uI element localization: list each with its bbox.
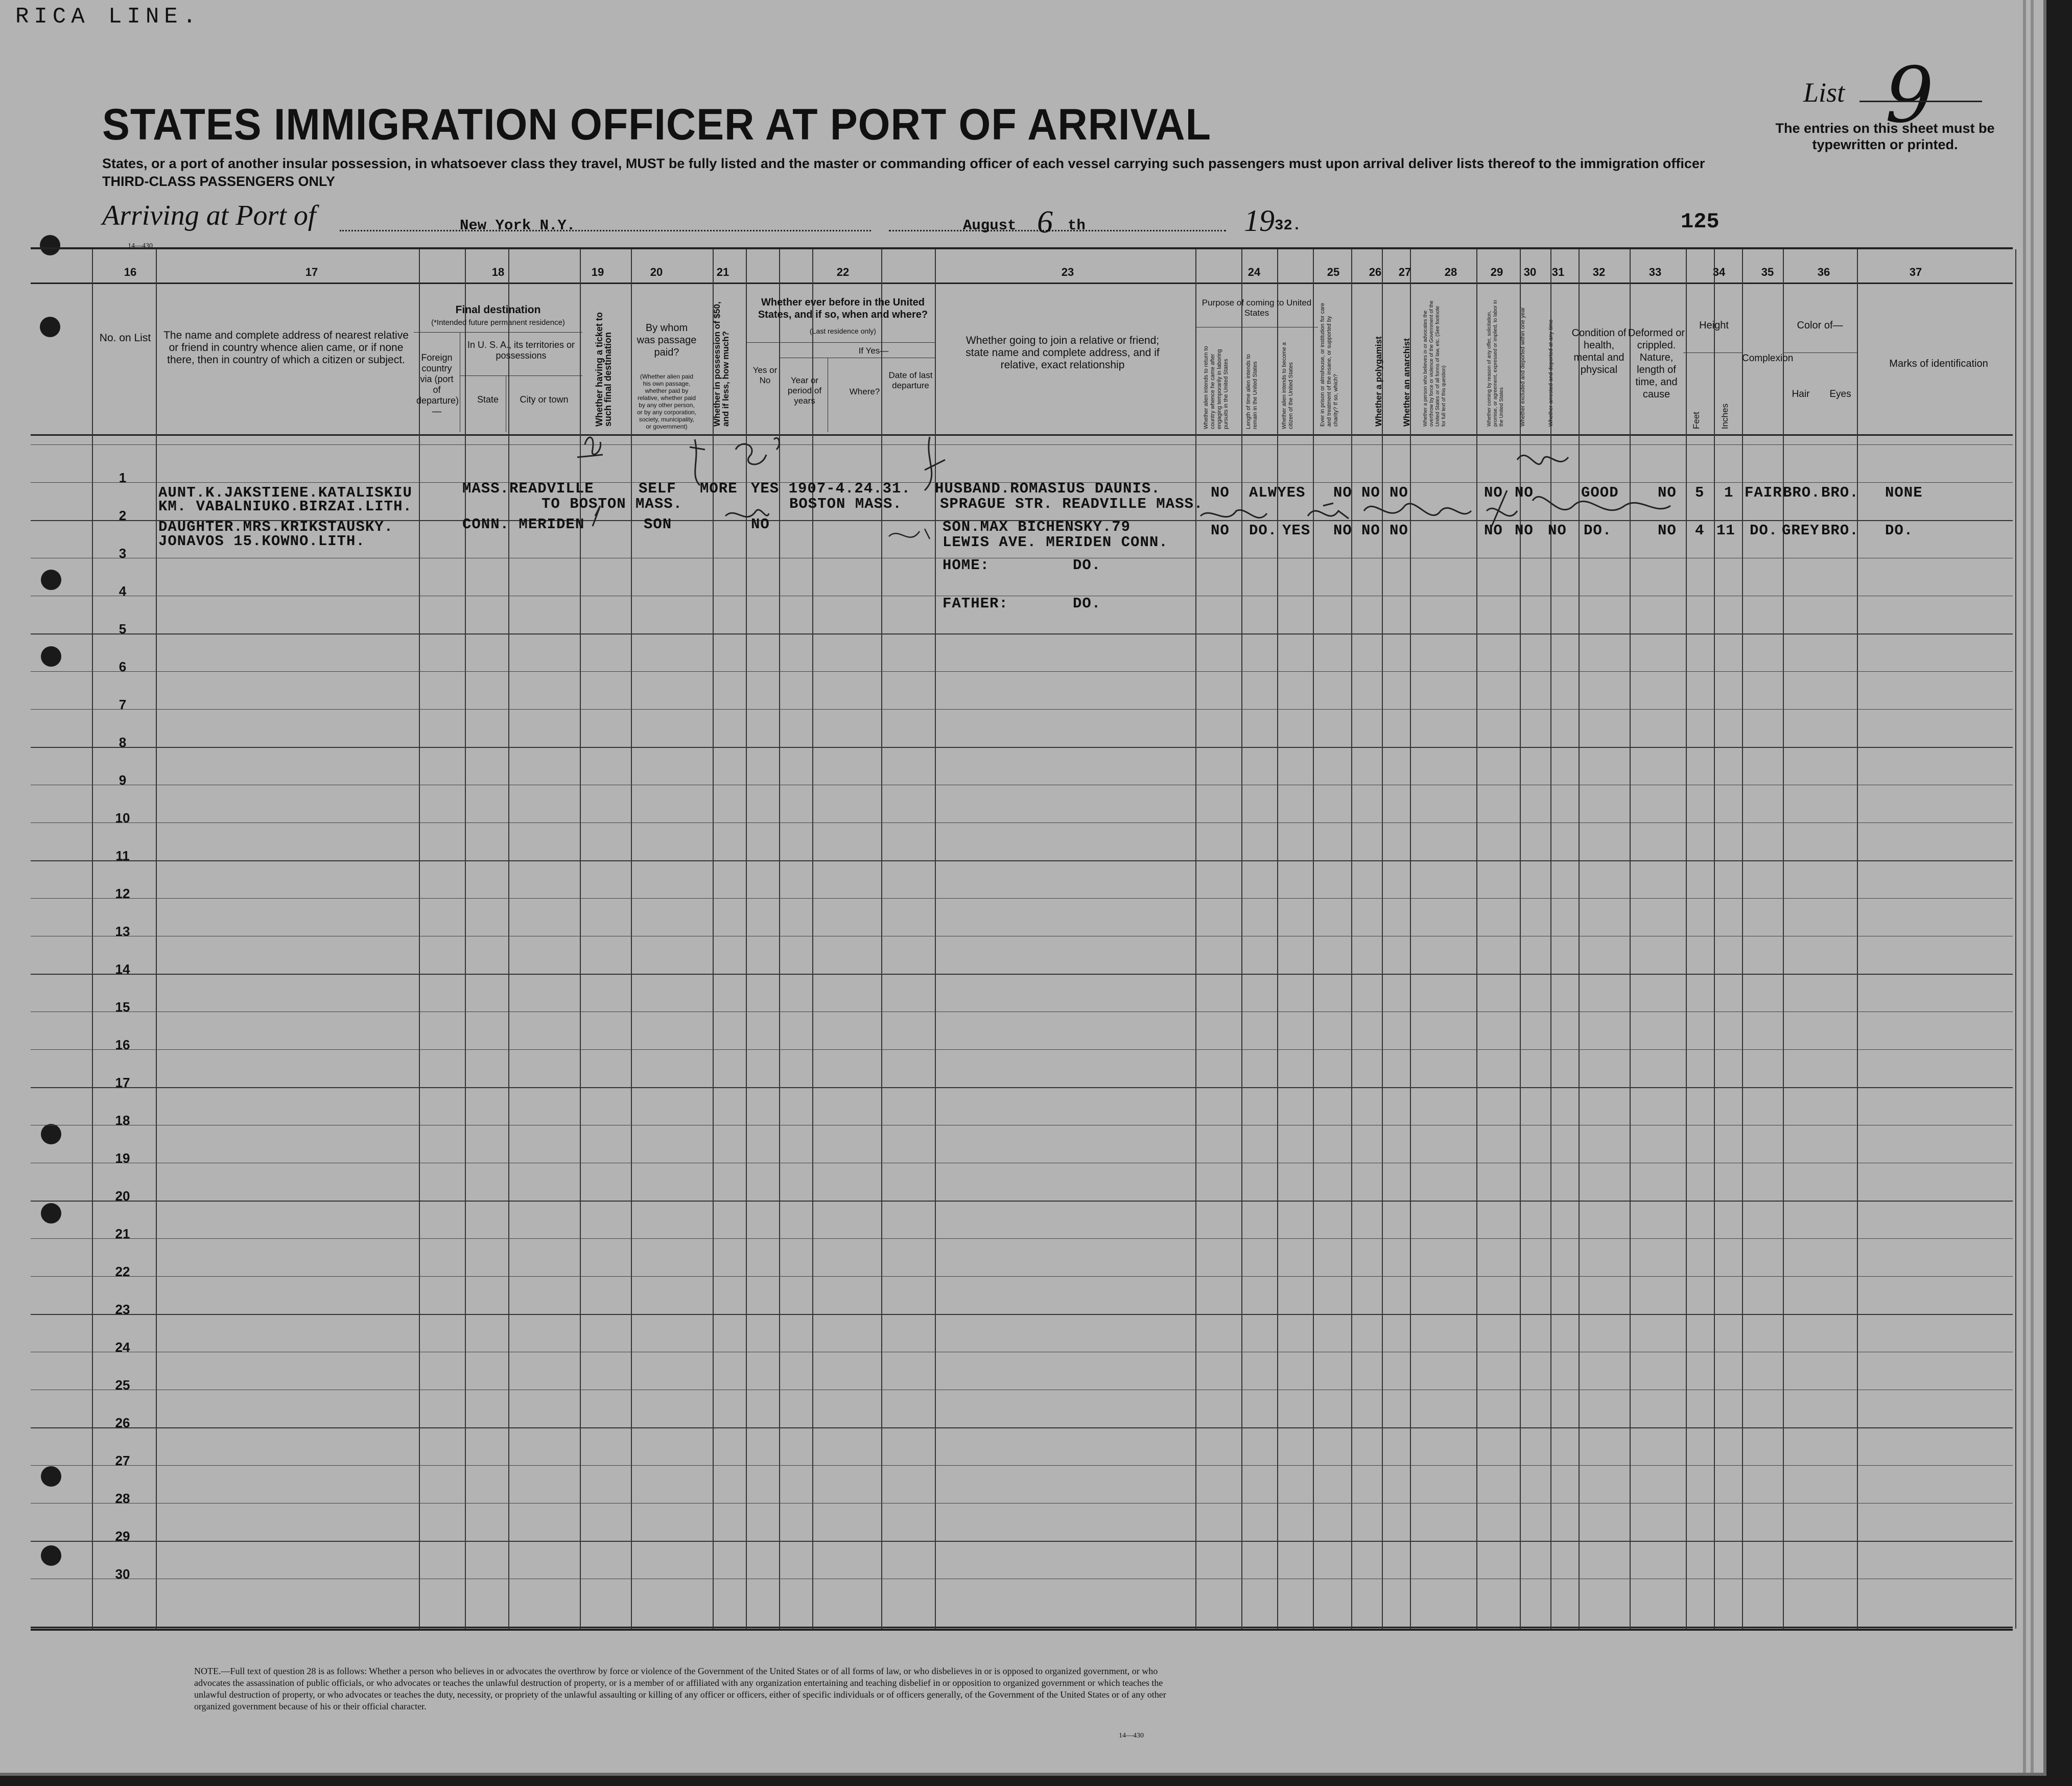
sub-rule	[460, 375, 582, 376]
row-number: 19	[115, 1150, 130, 1166]
row-number: 1	[119, 470, 127, 485]
column-number: 25	[1327, 266, 1340, 278]
col28-header: Whether a person who believes in or advocates the overthrow by force or violence of the Government of the United States or of all forms of law, etc. (See footnote for full text of this question)	[1423, 300, 1447, 427]
col22-yesno: Yes or No	[752, 365, 778, 385]
column-number: 27	[1398, 266, 1411, 278]
row-number: 30	[115, 1566, 130, 1582]
final-destination: MASS.READVILLE	[462, 480, 594, 497]
col22-date: Date of last departure	[888, 370, 933, 390]
col-rule	[92, 249, 93, 1629]
row-number: 13	[115, 924, 130, 939]
row-rule	[31, 709, 2013, 710]
deformed: NO	[1658, 522, 1677, 539]
row-number: 4	[119, 583, 127, 599]
height-inches: 11	[1716, 522, 1735, 539]
form-code: 14—430	[1119, 1732, 1144, 1740]
handwritten-annotations	[572, 429, 2046, 562]
col34-inches: Inches	[1720, 403, 1730, 429]
row-number: 27	[115, 1453, 130, 1468]
polygamist: NO	[1361, 484, 1380, 501]
entries-note: The entries on this sheet must be typewritten or printed.	[1775, 121, 1995, 152]
row-number: 22	[115, 1264, 130, 1279]
column-number: 31	[1551, 266, 1565, 278]
deformed: NO	[1658, 484, 1677, 501]
row-number: 6	[119, 659, 127, 674]
column-number: 26	[1369, 266, 1382, 278]
date-month: August	[963, 217, 1017, 234]
final-destination-city: TO BOSTON MASS.	[541, 496, 683, 512]
row-number: 7	[119, 697, 127, 712]
relative-address: KM. VABALNIUKO.BIRZAI.LITH.	[158, 498, 412, 515]
row-rule	[31, 1541, 2013, 1542]
row-rule	[31, 1276, 2013, 1277]
column-number: 36	[1817, 266, 1830, 278]
row-number: 10	[115, 810, 130, 826]
row-rule	[31, 671, 2013, 672]
col33-header: Deformed or crippled. Nature, length of time, and cause	[1628, 327, 1685, 400]
relative-address: JONAVOS 15.KOWNO.LITH.	[158, 533, 365, 550]
anarchist: NO	[1390, 484, 1408, 501]
stamp-number: 125	[1681, 209, 1720, 234]
previous-visit-where: BOSTON MASS.	[789, 496, 902, 512]
col34-header: Height	[1699, 320, 1729, 331]
col36-eyes: Eyes	[1829, 389, 1851, 400]
port-value: New York N.Y.	[460, 217, 576, 234]
row-number: 3	[119, 546, 127, 561]
col21-header: Whether in possession of $50, and if less, how much?	[712, 301, 731, 427]
identification-marks: DO.	[1885, 522, 1914, 539]
col19-header: Whether having a ticket to such final destination	[594, 312, 613, 427]
prison: NO	[1333, 484, 1352, 501]
joining-address: LEWIS AVE. MERIDEN CONN.	[943, 534, 1168, 551]
date-day: 6	[1037, 205, 1053, 240]
purpose-return: NO	[1211, 522, 1230, 539]
subtitle: States, or a port of another insular possession, in whatsoever class they travel, MUST be fully listed and the master or commanding officer of each vessel carrying such passengers must upon arrival deliver lists thereof to the immigration officer	[102, 156, 1705, 171]
col-rule	[508, 249, 509, 1629]
col31-header: Whether arrested and deported at any time	[1548, 319, 1554, 427]
arriving-label: Arriving at Port of	[102, 200, 316, 231]
joining-father-do: DO.	[1073, 595, 1101, 612]
column-number: 20	[650, 266, 663, 278]
col-rule	[156, 249, 157, 1629]
column-number: 22	[836, 266, 850, 278]
row-number: 11	[115, 848, 130, 863]
deported: NO	[1548, 522, 1567, 539]
col35-header: Complexion	[1742, 353, 1794, 364]
height-inches: 1	[1724, 484, 1734, 501]
row-number: 21	[115, 1226, 130, 1241]
column-number: 17	[305, 266, 318, 278]
joining-relative: HUSBAND.ROMASIUS DAUNIS.	[935, 480, 1161, 497]
joining-home-do: DO.	[1073, 557, 1101, 574]
col22-header: Whether ever before in the United States, and if so, when and where?	[758, 297, 928, 320]
column-number: 28	[1444, 266, 1457, 278]
identification-marks: NONE	[1885, 484, 1923, 501]
col22-note: (Last residence only)	[810, 327, 876, 335]
date-suffix: th	[1068, 217, 1086, 234]
row-number: 12	[115, 886, 130, 901]
hair-color: GREY	[1782, 522, 1820, 539]
joining-home: HOME:	[943, 557, 990, 574]
excluded: NO	[1515, 484, 1534, 501]
row-number: 17	[115, 1075, 130, 1090]
row-rule	[31, 1314, 2013, 1315]
money: MORE	[700, 480, 738, 497]
previous-visit: YES 1907-4.24.31.	[751, 480, 911, 497]
column-number: 24	[1247, 266, 1261, 278]
footnote: NOTE.—Full text of question 28 is as follows: Whether a person who believes in or advocates the overthrow by force or violence of the Government of the United States or of all forms of law, or who disbelieves in or is opposed to organized government, or who advocates the assassination of public officials, or who advocates or teaches the unlawful destruction of property, or is a member of or affiliated with any organization entertaining and teaching disbelief in or opposition to organized government or which teaches the unlawful destruction of property, or who advocates or teaches the duty, necessity, or propriety of the unlawful assaulting or killing of any officer or officers, either of specific individuals or of officers generally, of the Government of the United States or of any other organized government because of his or their official character.	[194, 1666, 1166, 1711]
row-rule	[31, 747, 2013, 748]
row-rule	[31, 1465, 2013, 1466]
final-destination: CONN. MERIDEN	[462, 516, 585, 533]
page-title: STATES IMMIGRATION OFFICER AT PORT OF ARRIVAL	[102, 100, 1211, 149]
col18-note: (*Intended future permanent residence)	[431, 318, 565, 327]
row-number: 23	[115, 1302, 130, 1317]
sub-rule	[779, 342, 780, 432]
col-rule	[419, 249, 420, 1629]
column-number: 30	[1523, 266, 1537, 278]
table-rule	[31, 283, 2013, 284]
row-number: 14	[115, 961, 130, 977]
height-feet: 5	[1695, 484, 1705, 501]
labor-offer: NO	[1484, 522, 1503, 539]
col25-header: Ever in prison or almshouse, or institution for care and treatment of the insane, or supported by charity? If so, which?	[1320, 302, 1339, 427]
col34-feet: Feet	[1691, 411, 1701, 429]
row-number: 2	[119, 508, 127, 523]
purpose-return: NO	[1211, 484, 1230, 501]
list-number: 9	[1885, 51, 1934, 140]
purpose-length: ALWYES	[1249, 484, 1306, 501]
row-number: 16	[115, 1037, 130, 1052]
row-number: 25	[115, 1377, 130, 1393]
row-rule	[31, 1427, 2013, 1428]
column-number: 32	[1592, 266, 1606, 278]
row-number: 28	[115, 1491, 130, 1506]
col27-header: Whether an anarchist	[1402, 338, 1411, 427]
col26-header: Whether a polygamist	[1374, 336, 1383, 427]
col18-state: State	[477, 394, 499, 405]
col22-where: Where?	[849, 387, 880, 396]
prison: NO	[1333, 522, 1352, 539]
col29-header: Whether coming by reason of any offer, solicitation, promise, or agreement, expressed or implied, to labor in the United States	[1487, 300, 1504, 427]
row-rule	[31, 974, 2013, 975]
col20-note: (Whether alien paid his own passage, whether paid by relative, whether paid by any other person, or by any corporation, society, municipality, or government)	[637, 373, 697, 430]
row-number: 24	[115, 1340, 130, 1355]
col24-b: Length of time alien intends to remain in the United States	[1245, 354, 1258, 429]
previous-visit: NO	[751, 516, 770, 533]
year-suffix: 32.	[1275, 217, 1302, 234]
col36-hair: Hair	[1792, 389, 1810, 400]
column-number: 33	[1649, 266, 1662, 278]
column-number: 19	[591, 266, 604, 278]
col24-a: Whether alien intends to return to country whence he came after engaging temporarily in laboring pursuits in the United States	[1203, 346, 1229, 429]
passage-paid: SELF	[639, 480, 676, 497]
joining-relative: SON.MAX BICHENSKY.79	[943, 519, 1131, 535]
eye-color: BRO.	[1821, 484, 1859, 501]
list-underline	[1859, 101, 1982, 102]
list-label: List	[1803, 77, 1845, 108]
health: GOOD	[1581, 484, 1619, 501]
col30-header: Whether excluded and deported within one year	[1520, 307, 1526, 427]
row-rule	[31, 1238, 2013, 1239]
col24-header: Purpose of coming to United States	[1202, 298, 1312, 318]
column-number: 16	[124, 266, 137, 278]
excluded: NO	[1515, 522, 1534, 539]
col37-header: Marks of identification	[1889, 358, 1988, 369]
complexion: FAIR	[1745, 484, 1782, 501]
page-edge	[2023, 0, 2026, 1773]
column-number: 18	[491, 266, 505, 278]
column-number: 21	[716, 266, 729, 278]
sub-rule	[746, 342, 935, 343]
col22-year: Year or period of years	[787, 375, 822, 406]
row-rule	[31, 1087, 2013, 1088]
column-number: 29	[1490, 266, 1503, 278]
joining-father: FATHER:	[943, 595, 1008, 612]
complexion: DO.	[1750, 522, 1778, 539]
col18-usa: In U. S. A., its territories or possessions	[467, 340, 575, 361]
form-code: 14—430	[128, 242, 153, 250]
column-number: 34	[1712, 266, 1726, 278]
column-number: 35	[1761, 266, 1774, 278]
date-line	[889, 230, 1226, 231]
col36-header: Color of—	[1797, 320, 1843, 331]
col24-c: Whether alien intends to become a citizen of the United States	[1281, 342, 1294, 429]
row-number: 26	[115, 1415, 130, 1430]
steamship-line: RICA LINE.	[15, 4, 202, 30]
col18-foreign: Foreign country via (port of departure)—	[416, 353, 459, 416]
page-edge	[2031, 0, 2034, 1773]
column-number: 23	[1061, 266, 1074, 278]
purpose-citizen: YES	[1282, 522, 1311, 539]
row-rule	[31, 1201, 2013, 1202]
relative-address: DAUGHTER.MRS.KRIKSTAUSKY.	[158, 519, 394, 535]
row-number: 9	[119, 772, 127, 788]
row-rule	[31, 898, 2013, 899]
passenger-class: THIRD-CLASS PASSENGERS ONLY	[102, 174, 336, 189]
table-rule	[31, 1627, 2013, 1628]
purpose-length: DO.	[1249, 522, 1278, 539]
col17-header: The name and complete address of nearest relative or friend in country whence alien came, or if none there, then in country of which a citizen or subject.	[163, 330, 409, 366]
col32-header: Condition of health, mental and physical	[1571, 327, 1627, 375]
row-number: 29	[115, 1529, 130, 1544]
polygamist: NO	[1361, 522, 1380, 539]
row-rule	[31, 860, 2013, 861]
passage-paid: SON	[644, 516, 672, 533]
relative-address: AUNT.K.JAKSTIENE.KATALISKIU	[158, 484, 412, 501]
col20-header: By whom was passage paid?	[637, 322, 697, 358]
health: DO.	[1584, 522, 1612, 539]
sub-rule	[881, 358, 882, 432]
labor-offer: NO	[1484, 484, 1503, 501]
col22-ifyes: If Yes—	[858, 346, 889, 356]
row-number: 15	[115, 999, 130, 1015]
joining-address: SPRAGUE STR. READVILLE MASS.	[940, 496, 1204, 512]
row-rule	[31, 633, 2013, 635]
anarchist: NO	[1390, 522, 1408, 539]
col18-header: Final destination	[455, 304, 541, 316]
height-feet: 4	[1695, 522, 1705, 539]
year-prefix: 19	[1244, 204, 1275, 238]
row-rule	[31, 1049, 2013, 1050]
row-number: 8	[119, 735, 127, 750]
row-number: 20	[115, 1188, 130, 1204]
row-number: 5	[119, 621, 127, 637]
col-rule	[465, 249, 466, 1629]
column-number: 37	[1909, 266, 1922, 278]
eye-color: BRO.	[1821, 522, 1859, 539]
port-line	[340, 230, 871, 231]
sub-rule	[414, 332, 582, 333]
hair-color: BRO.	[1783, 484, 1821, 501]
col23-header: Whether going to join a relative or friend; state name and complete address, and if relative, exact relationship	[966, 335, 1160, 371]
col16-header: No. on List	[99, 332, 151, 344]
row-number: 18	[115, 1113, 130, 1128]
col18-city: City or town	[520, 394, 569, 405]
